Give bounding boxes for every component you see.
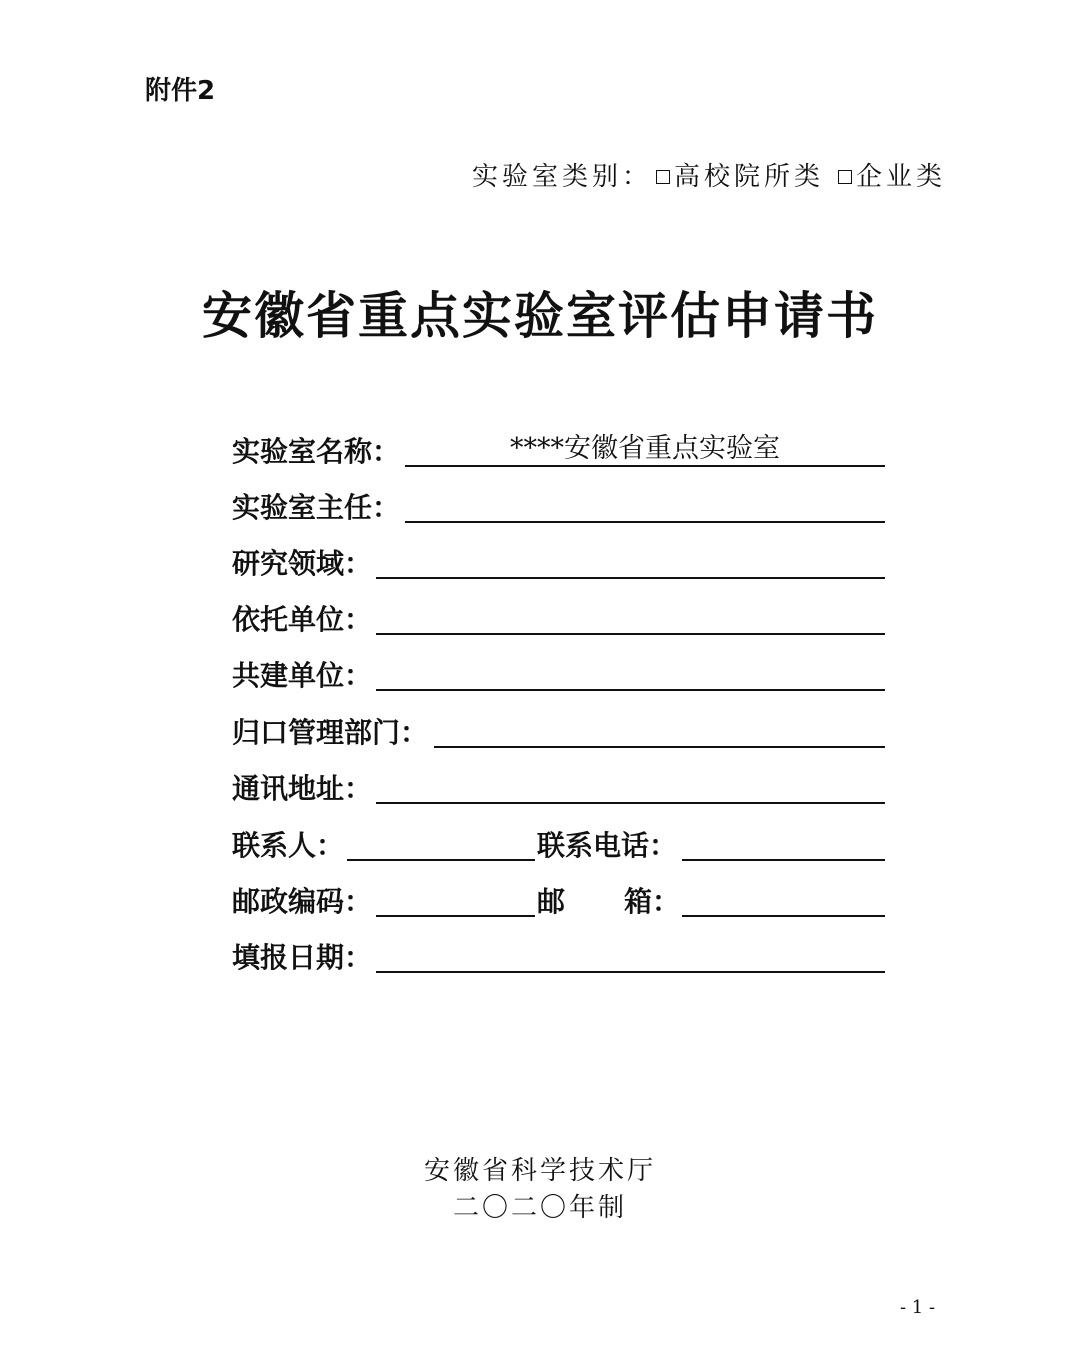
admin-dept-field-line[interactable] [434, 746, 885, 748]
admin-dept-label: 归口管理部门： [232, 716, 429, 749]
lab-name-label: 实验室名称： [232, 435, 401, 468]
university-checkbox[interactable] [656, 170, 670, 184]
enterprise-checkbox[interactable] [838, 170, 852, 184]
university-option-label: 高校院所类 [674, 162, 825, 192]
document-title: 安徽省重点实验室评估申请书 [202, 286, 878, 345]
postcode-label: 邮政编码： [232, 885, 373, 918]
attachment-label: 附件2 [145, 76, 216, 106]
host-unit-field-line[interactable] [376, 633, 885, 635]
lab-category [472, 156, 946, 193]
host-unit-label: 依托单位： [232, 603, 373, 636]
lab-director-field-line[interactable] [405, 521, 885, 523]
contact-field-line[interactable] [347, 859, 535, 861]
lab-name-value: ****安徽省重点实验室 [510, 433, 780, 464]
email-field-line[interactable] [682, 915, 885, 917]
research-field-label: 研究领域： [232, 547, 373, 580]
enterprise-option-label: 企业类 [856, 162, 947, 192]
research-field-line[interactable] [376, 577, 885, 579]
phone-label: 联系电话： [537, 829, 678, 862]
address-label: 通讯地址： [232, 772, 373, 805]
email-label-part1: 邮 [537, 885, 566, 918]
page-number: - 1 - [900, 1297, 936, 1318]
postcode-field-line[interactable] [376, 915, 535, 917]
phone-field-line[interactable] [682, 859, 885, 861]
email-label-part2: 箱： [624, 885, 681, 918]
date-field-line[interactable] [376, 971, 885, 973]
co-unit-label: 共建单位： [232, 659, 373, 692]
issue-year: 二〇二〇年制 [452, 1193, 627, 1223]
co-unit-field-line[interactable] [376, 689, 885, 691]
lab-director-label: 实验室主任： [232, 491, 401, 524]
contact-label: 联系人： [232, 829, 345, 862]
category-prefix: 实验室类别： [472, 162, 653, 192]
address-field-line[interactable] [376, 802, 885, 804]
date-label: 填报日期： [232, 941, 373, 974]
issuer: 安徽省科学技术厅 [423, 1156, 656, 1186]
